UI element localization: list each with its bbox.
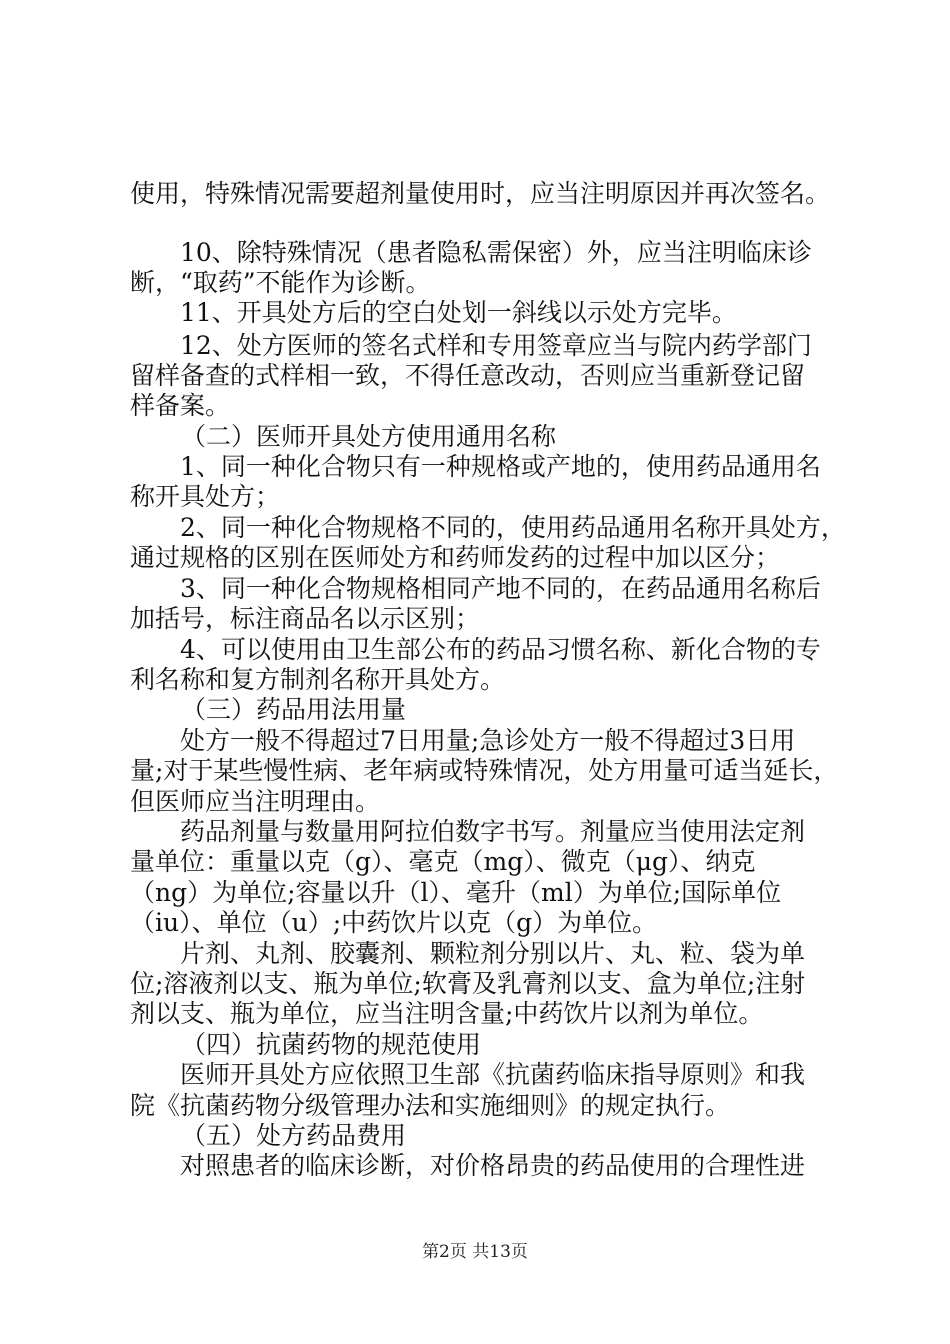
text-line: 3、同一种化合物规格相同产地不同的，在药品通用名称后 — [180, 574, 821, 603]
section-heading: （二）医师开具处方使用通用名称 — [181, 422, 557, 451]
text-line: （iu）、单位（u）;中药饮片以克（g）为单位。 — [130, 908, 658, 937]
text-line: 药品剂量与数量用阿拉伯数字书写。剂量应当使用法定剂 — [180, 817, 806, 846]
text-line: 片剂、丸剂、胶囊剂、颗粒剂分别以片、丸、粒、袋为单 — [180, 939, 806, 968]
text-line: 4、可以使用由卫生部公布的药品习惯名称、新化合物的专 — [180, 635, 821, 664]
text-line: 量单位：重量以克（g）、毫克（mg）、微克（μg）、纳克 — [130, 847, 756, 876]
text-line: 留样备查的式样相一致，不得任意改动，否则应当重新登记留 — [130, 361, 806, 390]
text-line: 但医师应当注明理由。 — [130, 787, 381, 816]
text-line: 样备案。 — [130, 391, 231, 420]
text-line: 利名称和复方制剂名称开具处方。 — [130, 665, 506, 694]
text-line: 院《抗菌药物分级管理办法和实施细则》的规定执行。 — [130, 1091, 731, 1120]
text-line: （ng）为单位;容量以升（l）、毫升（ml）为单位;国际单位 — [130, 878, 782, 907]
page-footer: 第2页 共13页 — [422, 1242, 528, 1262]
text-line: 医师开具处方应依照卫生部《抗菌药临床指导原则》和我 — [180, 1060, 806, 1089]
section-heading: （三）药品用法用量 — [181, 695, 407, 724]
section-heading: （五）处方药品费用 — [181, 1121, 407, 1150]
text-line: 处方一般不得超过7日用量;急诊处方一般不得超过3日用 — [180, 726, 796, 755]
text-line: 使用，特殊情况需要超剂量使用时，应当注明原因并再次签名。 — [130, 179, 831, 208]
text-line: 1、同一种化合物只有一种规格或产地的，使用药品通用名 — [180, 452, 821, 481]
text-line: 加括号，标注商品名以示区别； — [130, 604, 481, 633]
text-line: 量;对于某些慢性病、老年病或特殊情况，处方用量可适当延长， — [130, 756, 839, 785]
text-line: 2、同一种化合物规格不同的，使用药品通用名称开具处方， — [180, 513, 846, 542]
section-heading: （四）抗菌药物的规范使用 — [181, 1030, 482, 1059]
text-line: 10、除特殊情况（患者隐私需保密）外，应当注明临床诊 — [180, 238, 812, 267]
text-line: 对照患者的临床诊断，对价格昂贵的药品使用的合理性进 — [180, 1151, 806, 1180]
text-line: 位;溶液剂以支、瓶为单位;软膏及乳膏剂以支、盒为单位;注射 — [130, 969, 806, 998]
text-line: 通过规格的区别在医师处方和药师发药的过程中加以区分； — [130, 543, 781, 572]
text-line: 称开具处方； — [130, 482, 281, 511]
text-line: 12、处方医师的签名式样和专用签章应当与院内药学部门 — [180, 331, 812, 360]
text-line: 剂以支、瓶为单位，应当注明含量;中药饮片以剂为单位。 — [130, 999, 764, 1028]
text-line: 断，“取药”不能作为诊断。 — [130, 268, 431, 297]
text-line: 11、开具处方后的空白处划一斜线以示处方完毕。 — [180, 298, 737, 327]
